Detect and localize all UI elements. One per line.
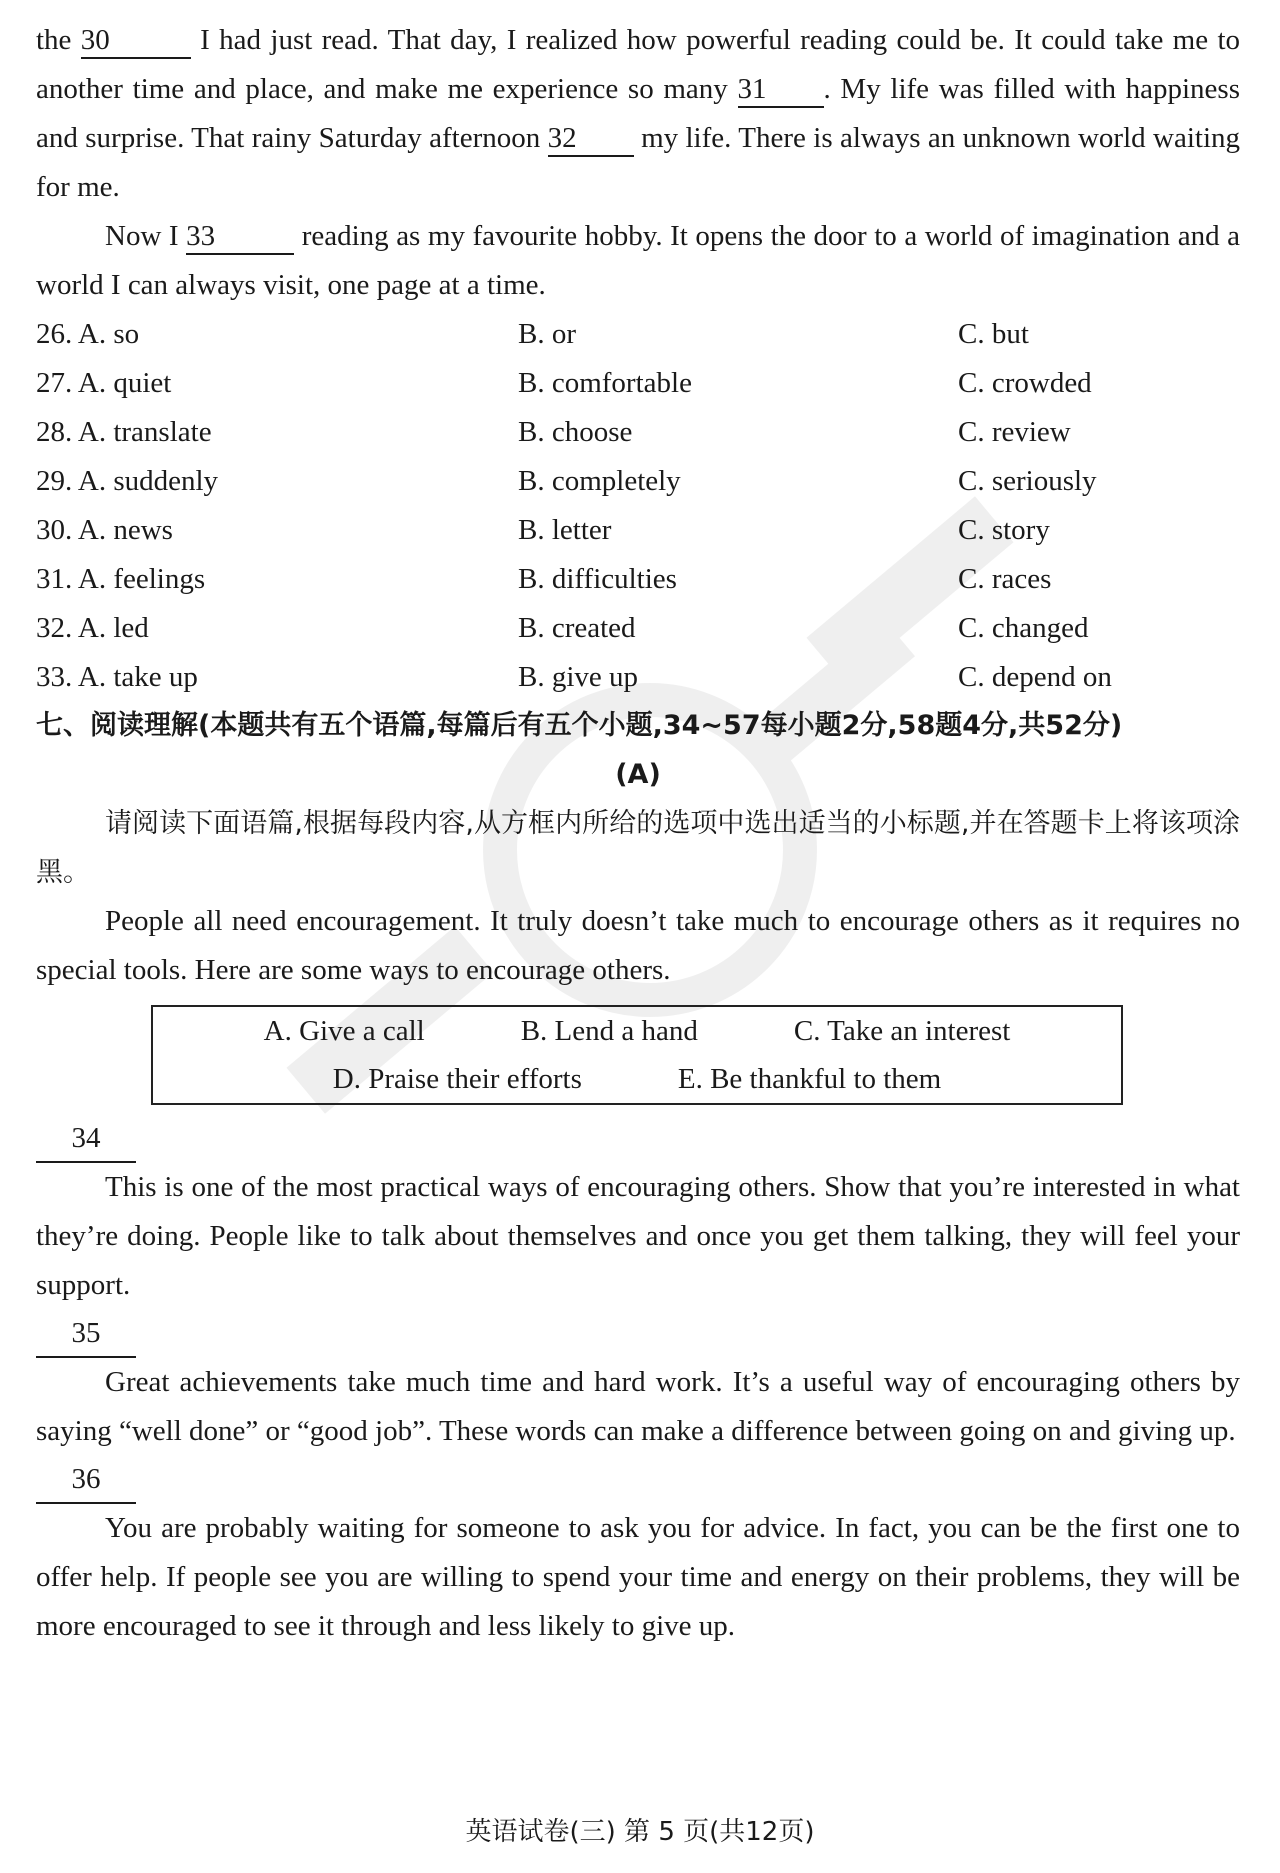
blank-31: 31 xyxy=(738,72,824,108)
text: my life. There is always an unknown world waiting for me. xyxy=(36,122,1241,203)
question-36-blank: 36 xyxy=(36,1458,136,1504)
instruction-text: 请阅读下面语篇,根据每段内容,从方框内所给的选项中选出适当的小标题,并在答题卡上将该项涂黑。 xyxy=(36,808,1240,888)
option-c: C. races xyxy=(958,563,1052,595)
text: reading as my favourite hobby. It opens the door to a world of imagination and a world I can always visit, one page at a time. xyxy=(36,220,1241,301)
option-b: B. created xyxy=(518,612,636,644)
option-a: 29. A. suddenly xyxy=(36,465,219,497)
option-b: B. difficulties xyxy=(518,563,677,595)
passage-paragraph-1 xyxy=(36,16,1240,212)
option-c: C. depend on xyxy=(958,661,1112,693)
paragraph-34: This is one of the most practical ways of encouraging others. Show that you’re interested in what they’re doing. People like to talk about themselves and once you get them talking, they will feel your support. xyxy=(36,1171,1240,1301)
option-row-33 xyxy=(36,653,1240,702)
paragraph-36: You are probably waiting for someone to ask you for advice. In fact, you can be the first one to offer help. If people see you are willing to spend your time and energy on their problems, they will be more encouraged to see it through and less likely to give up. xyxy=(36,1512,1240,1642)
box-option-a: A. Give a call xyxy=(263,1015,425,1047)
text: . My life was filled with happiness and surprise. That rainy Saturday afternoon xyxy=(36,73,1240,154)
option-b: B. choose xyxy=(518,416,633,448)
option-b: B. letter xyxy=(518,514,612,546)
option-c: C. story xyxy=(958,514,1050,546)
page-footer: 英语试卷(三) 第 5 页(共12页) xyxy=(465,1817,815,1847)
blank-30: 30 xyxy=(81,23,191,59)
option-c: C. review xyxy=(958,416,1071,448)
option-a: 30. A. news xyxy=(36,514,173,546)
option-c: C. changed xyxy=(958,612,1089,644)
blank-32: 32 xyxy=(548,121,634,157)
option-row-27 xyxy=(36,359,1240,408)
option-b: B. completely xyxy=(518,465,681,497)
option-row-31 xyxy=(36,555,1240,604)
passage-paragraph-2 xyxy=(36,212,1240,310)
option-a: 33. A. take up xyxy=(36,661,198,693)
option-b: B. give up xyxy=(518,661,639,693)
text: the xyxy=(36,24,72,56)
option-c: C. but xyxy=(958,318,1029,350)
text: Now I xyxy=(105,220,179,252)
option-a: 27. A. quiet xyxy=(36,367,172,399)
box-row-2 xyxy=(153,1055,1121,1103)
intro-paragraph: People all need encouragement. It truly doesn’t take much to encourage others as it requires no special tools. Here are some ways to encourage others. xyxy=(36,905,1240,986)
section-heading: 七、阅读理解(本题共有五个语篇,每篇后有五个小题,34~57每小题2分,58题4分,共52分) xyxy=(36,710,1123,741)
option-row-30 xyxy=(36,506,1240,555)
exam-page xyxy=(36,16,1240,1651)
headings-box xyxy=(151,1005,1123,1105)
part-label: (A) xyxy=(615,759,661,790)
paragraph-35: Great achievements take much time and hard work. It’s a useful way of encouraging others by saying “well done” or “good job”. These words can make a difference between going on and giving up. xyxy=(36,1366,1240,1447)
question-35-blank: 35 xyxy=(36,1312,136,1358)
option-a: 28. A. translate xyxy=(36,416,212,448)
option-c: C. crowded xyxy=(958,367,1092,399)
box-row-1 xyxy=(153,1007,1121,1055)
option-row-29 xyxy=(36,457,1240,506)
option-a: 32. A. led xyxy=(36,612,149,644)
option-a: 31. A. feelings xyxy=(36,563,206,595)
option-row-32 xyxy=(36,604,1240,653)
option-b: B. comfortable xyxy=(518,367,692,399)
box-option-d: D. Praise their efforts xyxy=(332,1063,582,1095)
box-option-e: E. Be thankful to them xyxy=(677,1063,942,1095)
box-option-b: B. Lend a hand xyxy=(520,1015,698,1047)
cloze-options xyxy=(36,310,1240,702)
option-b: B. or xyxy=(518,318,576,350)
option-c: C. seriously xyxy=(958,465,1097,497)
question-34-blank: 34 xyxy=(36,1117,136,1163)
blank-33: 33 xyxy=(186,219,294,255)
option-a: 26. A. so xyxy=(36,318,140,350)
box-option-c: C. Take an interest xyxy=(793,1015,1011,1047)
option-row-26 xyxy=(36,310,1240,359)
option-row-28 xyxy=(36,408,1240,457)
text: I had just read. That day, I realized how powerful reading could be. It could take me to another time and place, and make me experience so many xyxy=(36,24,1241,105)
